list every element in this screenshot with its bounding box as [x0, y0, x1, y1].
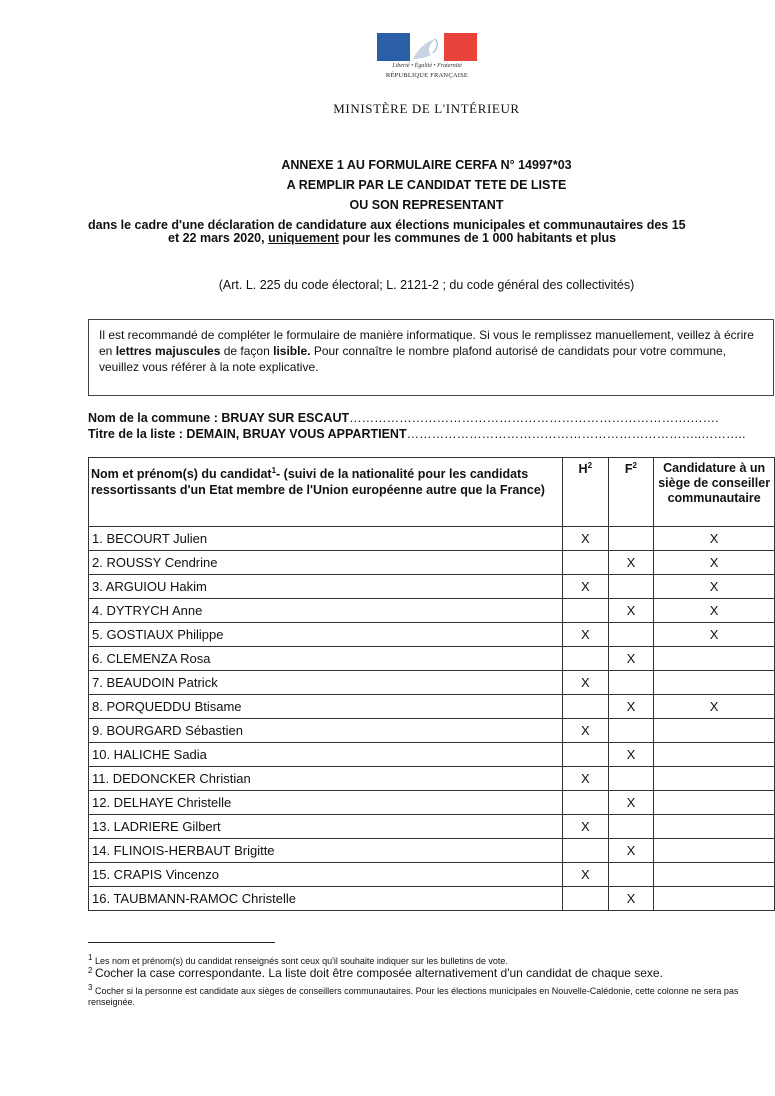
h-checkbox [562, 791, 608, 815]
logo-republic: RÉPUBLIQUE FRANÇAISE [385, 72, 469, 79]
title-line-3: OU SON REPRESENTANT [349, 198, 504, 212]
candidate-name: 7. BEAUDOIN Patrick [89, 671, 563, 695]
table-row [89, 551, 775, 575]
communautaire-checkbox: X [654, 623, 775, 647]
h-checkbox [562, 599, 608, 623]
subtitle-line-1: dans le cadre d'une déclaration de candidature aux élections municipales et communautaires des 15 [88, 218, 686, 232]
h-checkbox: X [562, 575, 608, 599]
h-checkbox: X [562, 623, 608, 647]
ministry-name: MINISTÈRE DE L'INTÉRIEUR [333, 101, 520, 116]
uniquement-underlined: uniquement [268, 231, 339, 245]
communautaire-checkbox [654, 743, 775, 767]
table-row [89, 599, 775, 623]
h-checkbox: X [562, 671, 608, 695]
candidate-name: 3. ARGUIOU Hakim [89, 575, 563, 599]
table-row [89, 791, 775, 815]
communautaire-checkbox: X [654, 695, 775, 719]
f-checkbox: X [608, 599, 654, 623]
table-row [89, 767, 775, 791]
table-row [89, 671, 775, 695]
h-checkbox [562, 695, 608, 719]
candidate-name: 10. HALICHE Sadia [89, 743, 563, 767]
table-row [89, 863, 775, 887]
communautaire-checkbox [654, 815, 775, 839]
h-checkbox [562, 551, 608, 575]
marianne-profile-icon [377, 33, 477, 61]
candidate-name: 1. BECOURT Julien [89, 527, 563, 551]
table-row [89, 887, 775, 911]
footnote-1: $^1$ Les nom et prénom(s) du candidat renseignés sont ceux qu'il souhaite indiquer sur les bulletins de vote. [88, 953, 508, 966]
candidate-name: 15. CRAPIS Vincenzo [89, 863, 563, 887]
f-checkbox: X [608, 647, 654, 671]
commune-value: BRUAY SUR ESCAUT [221, 411, 350, 425]
marianne-logo [377, 33, 477, 83]
table-row [89, 719, 775, 743]
h-checkbox: X [562, 719, 608, 743]
table-row [89, 647, 775, 671]
table-row [89, 623, 775, 647]
candidate-name: 13. LADRIERE Gilbert [89, 815, 563, 839]
logo-motto: Liberté • Égalité • Fraternité [392, 63, 462, 69]
f-checkbox [608, 527, 654, 551]
communautaire-checkbox [654, 719, 775, 743]
candidate-name: 14. FLINOIS-HERBAUT Brigitte [89, 839, 563, 863]
h-checkbox: X [562, 767, 608, 791]
communautaire-checkbox: X [654, 527, 775, 551]
list-title-value: DEMAIN, BRUAY VOUS APPARTIENT [186, 427, 407, 441]
table-row [89, 575, 775, 599]
h-checkbox [562, 647, 608, 671]
f-checkbox: X [608, 695, 654, 719]
h-checkbox: X [562, 815, 608, 839]
h-checkbox [562, 743, 608, 767]
communautaire-checkbox [654, 887, 775, 911]
table-header-row [89, 458, 775, 527]
table-row [89, 839, 775, 863]
h-checkbox [562, 839, 608, 863]
communautaire-checkbox [654, 767, 775, 791]
instruction-note: Il est recommandé de compléter le formulaire de manière informatique. Si vous le remplissez manuellement, veillez à écrire en lettres majuscules de façon lisible. Pour connaître le nombre plafond autorisé de candidats pour votre commune, veuillez vous référer à la note explicative. [88, 319, 774, 396]
table-row [89, 743, 775, 767]
communautaire-checkbox: X [654, 599, 775, 623]
f-checkbox [608, 671, 654, 695]
f-checkbox [608, 815, 654, 839]
f-checkbox [608, 767, 654, 791]
candidate-name: 4. DYTRYCH Anne [89, 599, 563, 623]
communautaire-checkbox [654, 647, 775, 671]
footnote-2: $^2$ Cocher la case correspondante. La liste doit être composée alternativement d'un candidat de chaque sexe. [88, 966, 663, 980]
f-checkbox: X [608, 887, 654, 911]
h-checkbox: X [562, 863, 608, 887]
f-checkbox: X [608, 743, 654, 767]
f-checkbox: X [608, 839, 654, 863]
candidates-table [88, 457, 775, 911]
footnote-3: $^3$ Cocher si la personne est candidate aux sièges de conseillers communautaires. Pour les élections municipales en Nouvelle-Calédonie, cette colonne ne sera pas renseignée. [88, 983, 739, 1007]
candidate-name: 11. DEDONCKER Christian [89, 767, 563, 791]
candidate-name: 9. BOURGARD Sébastien [89, 719, 563, 743]
communautaire-checkbox [654, 863, 775, 887]
footnote-divider [88, 942, 275, 943]
title-line-2: A REMPLIR PAR LE CANDIDAT TETE DE LISTE [286, 178, 567, 192]
f-checkbox [608, 719, 654, 743]
communautaire-checkbox: X [654, 575, 775, 599]
legal-articles: (Art. L. 225 du code électoral; L. 2121-2 ; du code général des collectivités) [218, 278, 635, 292]
communautaire-checkbox: X [654, 551, 775, 575]
communautaire-checkbox [654, 671, 775, 695]
subtitle-line-2: et 22 mars 2020, uniquement pour les communes de 1 000 habitants et plus [168, 231, 617, 245]
table-row [89, 695, 775, 719]
candidate-name: 2. ROUSSY Cendrine [89, 551, 563, 575]
communautaire-checkbox [654, 839, 775, 863]
column-header-f: $F^2$ [608, 458, 654, 527]
tricolor-flag-icon [377, 33, 477, 61]
candidate-name: 16. TAUBMANN-RAMOC Christelle [89, 887, 563, 911]
h-checkbox [562, 887, 608, 911]
f-checkbox [608, 863, 654, 887]
table-row [89, 815, 775, 839]
f-checkbox: X [608, 791, 654, 815]
list-title-field: Titre de la liste : DEMAIN, BRUAY VOUS APPARTIENT……………………………………………………………..……….. [88, 427, 746, 441]
title-line-1: ANNEXE 1 AU FORMULAIRE CERFA N° 14997*03 [281, 158, 572, 172]
candidate-name: 12. DELHAYE Christelle [89, 791, 563, 815]
column-header-communautaire: Candidature à un siège de conseiller communautaire [654, 458, 775, 527]
communautaire-checkbox [654, 791, 775, 815]
commune-field: Nom de la commune : BRUAY SUR ESCAUT……………………………………………………………………….……. [88, 411, 719, 425]
candidate-name: 5. GOSTIAUX Philippe [89, 623, 563, 647]
candidate-name: 8. PORQUEDDU Btisame [89, 695, 563, 719]
column-header-h: $H^2$ [562, 458, 608, 527]
column-header-name: Nom et prénom(s) du candidat$^1$- (suivi de la nationalité pour les candidats ressortissants d'un Etat membre de l'Union européenne autre que la France) [89, 458, 563, 527]
f-checkbox: X [608, 551, 654, 575]
h-checkbox: X [562, 527, 608, 551]
f-checkbox [608, 623, 654, 647]
f-checkbox [608, 575, 654, 599]
table-row [89, 527, 775, 551]
candidate-name: 6. CLEMENZA Rosa [89, 647, 563, 671]
